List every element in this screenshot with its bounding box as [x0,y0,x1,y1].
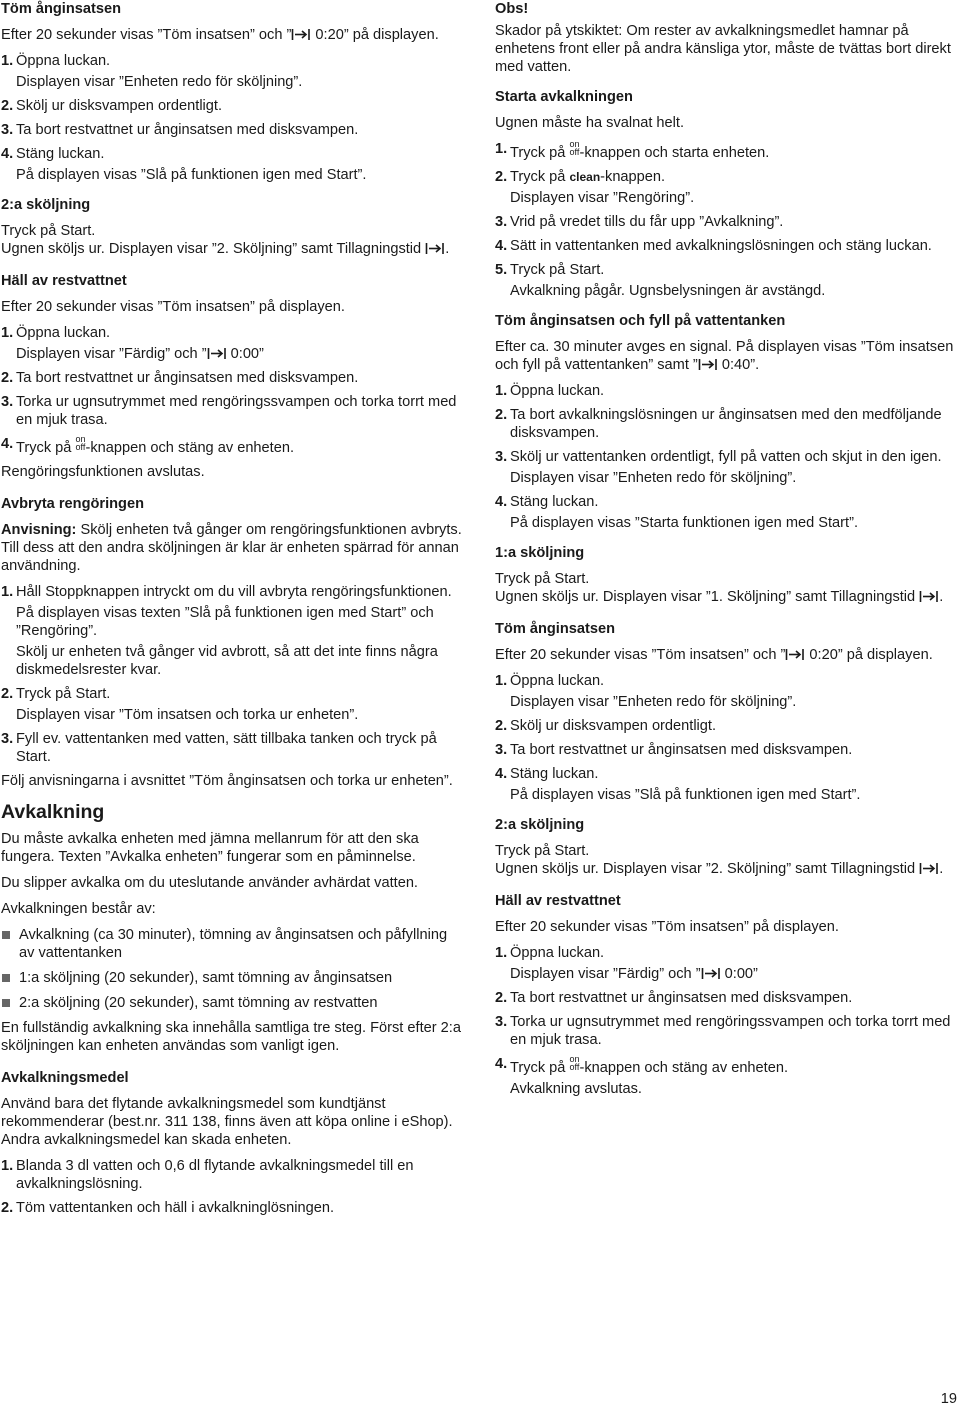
section-heading: 1:a sköljning [495,545,585,561]
right-column [495,0,957,1104]
step: 2. Ta bort restvattnet ur ånginsatsen med disksvampen. [495,990,853,1006]
step: 2. Ta bort avkalkningslösningen ur ånginsatsen med den medföljande disksvampen. [495,407,942,441]
step: 4. Tryck på on off-knappen och stäng av enheten. [1,434,295,456]
section-heading: Starta avkalkningen [495,89,633,105]
on-off-icon: on off [75,434,86,452]
step: 4. Stäng luckan. På displayen visas ”Slå på funktionen igen med Start”. [495,766,861,803]
cooking-time-icon [425,242,445,255]
paragraph: Efter 20 sekunder visas ”Töm insatsen” och ” 0:20” på displayen. [495,647,933,663]
paragraph: Rengöringsfunktionen avslutas. [1,464,205,480]
step: 1. Öppna luckan. Displayen visar ”Färdig” och ” 0:00” [495,945,758,982]
step: 3. Vrid på vredet tills du får upp ”Avkalkning”. [495,214,784,230]
cooking-time-icon [701,967,721,980]
section-heading: Töm ånginsatsen och fyll på vattentanken [495,313,786,329]
step: 3. Torka ur ugnsutrymmet med rengöringssvampen och torka torrt med en mjuk trasa. [495,1014,951,1048]
warning-text: Skador på ytskiktet: Om rester av avkalkningsmedlet hamnar på enhetens front eller på andra känsliga ytor, måste de tvättas bort direkt med vatten. [495,23,951,75]
step: 4. Stäng luckan. På displayen visas ”Slå på funktionen igen med Start”. [1,146,367,183]
step: 5. Tryck på Start. Avkalkning pågår. Ugnsbelysningen är avstängd. [495,262,826,299]
step: 1. Öppna luckan. [495,383,605,399]
section-heading: 2:a sköljning [495,817,585,833]
section-heading: Töm ånginsatsen [495,621,616,637]
paragraph: Du slipper avkalka om du uteslutande använder avhärdat vatten. [1,875,418,891]
step: 4. Sätt in vattentanken med avkalkningslösningen och stäng luckan. [495,238,932,254]
cooking-time-icon [919,590,939,603]
left-column [1,0,464,1223]
paragraph: Ugnen måste ha svalnat helt. [495,115,685,131]
paragraph: En fullständig avkalkning ska innehålla samtliga tre steg. Först efter 2:a sköljningen kan enheten användas som vanligt igen. [1,1020,461,1054]
step: 4. Stäng luckan. På displayen visas ”Starta funktionen igen med Start”. [495,494,858,531]
list-item: 1:a sköljning (20 sekunder), samt tömning av ånginsatsen [1,969,464,987]
paragraph: Använd bara det flytande avkalkningsmedel som kundtjänst rekommenderar (best.nr. 311 138, finns även att köpa online i eShop). Andra avkalkningsmedel kan skada enheten. [1,1096,453,1148]
bullet-square-icon [2,999,10,1007]
step: 2. Tryck på Start. Displayen visar ”Töm insatsen och torka ur enheten”. [1,686,359,723]
clean-button-label: clean [569,170,601,184]
step: 3. Torka ur ugnsutrymmet med rengöringssvampen och torka torrt med en mjuk trasa. [1,394,457,428]
step: 2. Tryck på clean-knappen. Displayen visar ”Rengöring”. [495,169,695,206]
paragraph: Efter 20 sekunder visas ”Töm insatsen” och ” 0:20” på displayen. [1,27,439,43]
step: 2. Töm vattentanken och häll i avkalkninglösningen. [1,1200,335,1216]
step: 2. Ta bort restvattnet ur ånginsatsen med disksvampen. [1,370,359,386]
step: 3. Ta bort restvattnet ur ånginsatsen med disksvampen. [1,122,359,138]
step: 1. Öppna luckan. Displayen visar ”Enheten redo för sköljning”. [1,53,303,90]
paragraph: Ugnen sköljs ur. Displayen visar ”2. Sköljning” samt Tillagningstid . [1,241,450,257]
paragraph: Ugnen sköljs ur. Displayen visar ”2. Sköljning” samt Tillagningstid . [495,861,944,877]
step: 3. Skölj ur vattentanken ordentligt, fyll på vatten och skjut in den igen. Displayen visar ”Enheten redo för sköljning”. [495,449,942,486]
paragraph: Efter ca. 30 minuter avges en signal. På displayen visas ”Töm insatsen och fyll på vattentanken” samt ” 0:40”. [495,339,954,373]
step: 1. Öppna luckan. Displayen visar ”Enheten redo för sköljning”. [495,673,797,710]
step: 2. Skölj ur disksvampen ordentligt. [1,98,223,114]
section-heading: Avbryta rengöringen [1,496,144,512]
paragraph: Tryck på Start. [495,571,590,587]
cooking-time-icon [207,347,227,360]
bullet-square-icon [2,974,10,982]
step: 1. Håll Stoppknappen intryckt om du vill avbryta rengöringsfunktionen. På displayen visas texten ”Slå på funktionen igen med Start” och ”Rengöring”. Skölj ur enheten två gånger vid avbrott, så att det inte finns några diskmedelsrester kvar. [1,584,452,678]
bullet-square-icon [2,931,10,939]
page-number: 19 [940,1391,957,1407]
paragraph: Ugnen sköljs ur. Displayen visar ”1. Sköljning” samt Tillagningstid . [495,589,944,605]
step: 4. Tryck på on off-knappen och stäng av enheten. Avkalkning avslutas. [495,1054,789,1097]
on-off-icon: on off [569,139,580,157]
step: 2. Skölj ur disksvampen ordentligt. [495,718,717,734]
section-heading: Avkalkningsmedel [1,1070,129,1086]
paragraph: Du måste avkalka enheten med jämna mellanrum för att den ska fungera. Texten ”Avkalka enheten” fungerar som en påminnelse. [1,831,419,865]
cooking-time-icon [919,862,939,875]
section-heading: Obs! [495,1,529,17]
paragraph: Avkalkningen består av: [1,901,156,917]
paragraph: Följ anvisningarna i avsnittet ”Töm ånginsatsen och torka ur enheten”. [1,773,453,789]
paragraph: Tryck på Start. [1,223,96,239]
chapter-heading: Avkalkning [1,801,105,823]
paragraph: Efter 20 sekunder visas ”Töm insatsen” på displayen. [495,919,839,935]
section-heading: Häll av restvattnet [495,893,621,909]
list-item: Avkalkning (ca 30 minuter), tömning av ånginsatsen och påfyllning av vattentanken [1,926,464,962]
step: 1. Tryck på on off-knappen och starta enheten. [495,139,770,161]
section-heading: 2:a sköljning [1,197,91,213]
cooking-time-icon [291,28,311,41]
step: 1. Blanda 3 dl vatten och 0,6 dl flytande avkalkningsmedel till en avkalkningslösning. [1,1158,414,1192]
section-heading: Töm ånginsatsen [1,1,122,17]
step: 3. Fyll ev. vattentanken med vatten, sätt tillbaka tanken och tryck på Start. [1,731,437,765]
note: Anvisning: Skölj enheten två gånger om rengöringsfunktionen avbryts. Till dess att den andra sköljningen är klar är enheten spärrad för annan användning. [1,522,462,574]
paragraph: Tryck på Start. [495,843,590,859]
paragraph: Efter 20 sekunder visas ”Töm insatsen” på displayen. [1,299,345,315]
cooking-time-icon [785,648,805,661]
list-item: 2:a sköljning (20 sekunder), samt tömning av restvatten [1,994,464,1012]
on-off-icon: on off [569,1054,580,1072]
section-heading: Häll av restvattnet [1,273,127,289]
cooking-time-icon [698,358,718,371]
step: 3. Ta bort restvattnet ur ånginsatsen med disksvampen. [495,742,853,758]
step: 1. Öppna luckan. Displayen visar ”Färdig” och ” 0:00” [1,325,264,362]
